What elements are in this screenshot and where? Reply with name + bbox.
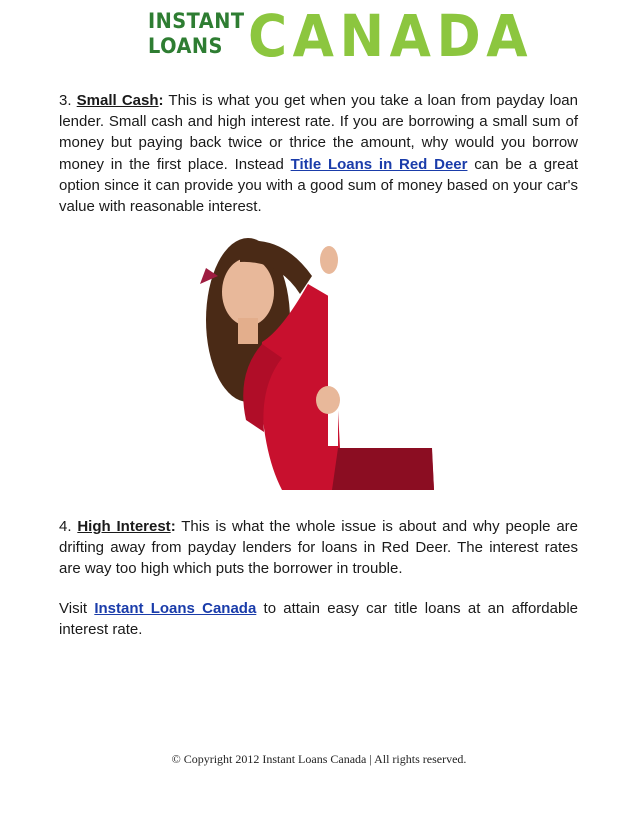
item-title: High Interest: [77, 518, 171, 535]
item-number: 3.: [59, 92, 72, 109]
item-number: 4.: [59, 518, 72, 535]
paragraph-visit: [59, 598, 578, 640]
instant-loans-canada-link[interactable]: Instant Loans Canada: [94, 600, 257, 617]
paragraph-small-cash: [59, 90, 578, 217]
paragraph-text: can be a great option since it can provide you with a good sum of money based on your car's value with reasonable interest.: [59, 155, 578, 216]
logo: [148, 2, 534, 70]
woman-photo: [200, 234, 440, 490]
logo-line-1: INSTANT: [148, 9, 245, 33]
logo-big-text: CANADA: [248, 2, 534, 70]
paragraph-text: This is what the whole issue is about and why people are drifting away from payday lenders for loans in Red Deer. The interest rates are way too high which puts the borrower in trouble.: [59, 518, 578, 578]
paragraph-text: Visit: [59, 600, 95, 617]
logo-line-2: LOANS: [148, 34, 223, 58]
item-title: Small Cash: [76, 92, 159, 109]
paragraph-text: to attain easy car title loans at an affordable interest rate.: [59, 600, 579, 639]
title-loans-link[interactable]: Title Loans in Red Deer: [290, 155, 468, 173]
item-colon: :: [158, 92, 164, 109]
item-colon: :: [170, 518, 176, 535]
paragraph-text: This is what you get when you take a loan from payday loan lender. Small cash and high interest rate. If you are borrowing a small sum of money but paying back twice or thrice the amount, why would you borrow money in the first place. Instead: [59, 92, 578, 173]
copyright-footer: © Copyright 2012 Instant Loans Canada | All rights reserved.: [171, 752, 467, 766]
paragraph-high-interest: [59, 516, 578, 580]
